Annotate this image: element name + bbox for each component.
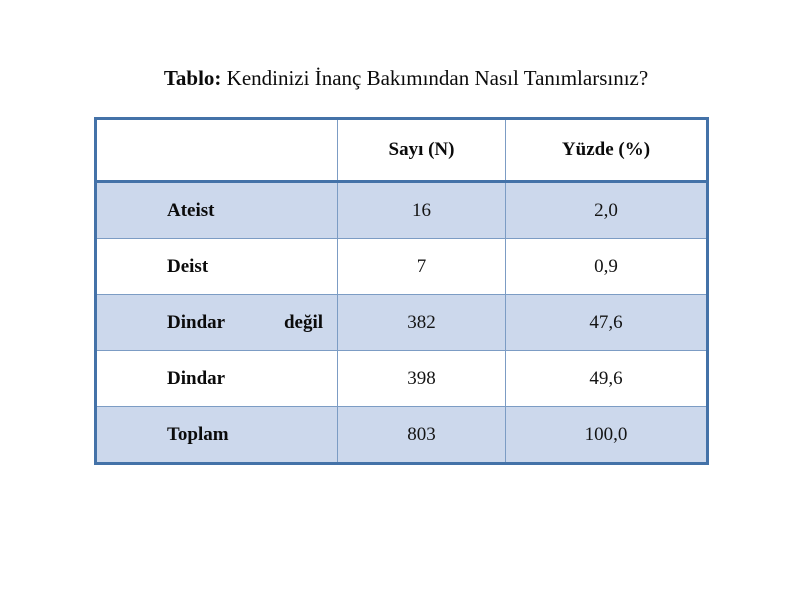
row-percent-cell [506,295,708,351]
row-label-cell [96,182,338,239]
row-label-cell [96,407,338,464]
row-count-cell [338,351,506,407]
table-row [96,182,708,239]
row-count: 803 [407,423,436,445]
row-label: Dindar değil [167,311,323,333]
row-count: 16 [412,199,431,221]
header-cell-blank [96,119,338,182]
row-label-cell [96,351,338,407]
row-label: Ateist [167,199,215,221]
table-row [96,351,708,407]
row-percent: 0,9 [594,255,618,277]
table-caption-text: Kendinizi İnanç Bakımından Nasıl Tanımlarsınız? [221,66,649,90]
table-row-total [96,407,708,464]
table-caption-label: Tablo: [163,66,222,90]
row-percent-cell [506,351,708,407]
row-label: Dindar [167,367,226,389]
header-label-count: Sayı (N) [388,139,455,160]
table-header-row [96,119,708,182]
table-caption [96,64,716,92]
row-percent: 100,0 [584,423,628,445]
row-count: 7 [416,255,427,277]
row-label-cell [96,239,338,295]
row-count-cell [338,182,506,239]
row-percent: 2,0 [594,199,618,221]
row-percent-cell [506,182,708,239]
table-row [96,295,708,351]
survey-results-table [94,117,709,465]
row-label-cell [96,295,338,351]
row-percent: 47,6 [589,311,623,333]
row-label: Deist [167,255,209,277]
table-container [94,117,706,465]
header-cell-percent [506,119,708,182]
table-row [96,239,708,295]
row-percent: 49,6 [589,367,623,389]
header-label-percent: Yüzde (%) [561,139,651,160]
row-percent-cell [506,407,708,464]
row-percent-cell [506,239,708,295]
row-count-cell [338,295,506,351]
row-count: 398 [407,367,436,389]
header-cell-count [338,119,506,182]
row-count: 382 [407,311,436,333]
row-count-cell [338,239,506,295]
row-count-cell [338,407,506,464]
row-label: Toplam [167,423,229,445]
